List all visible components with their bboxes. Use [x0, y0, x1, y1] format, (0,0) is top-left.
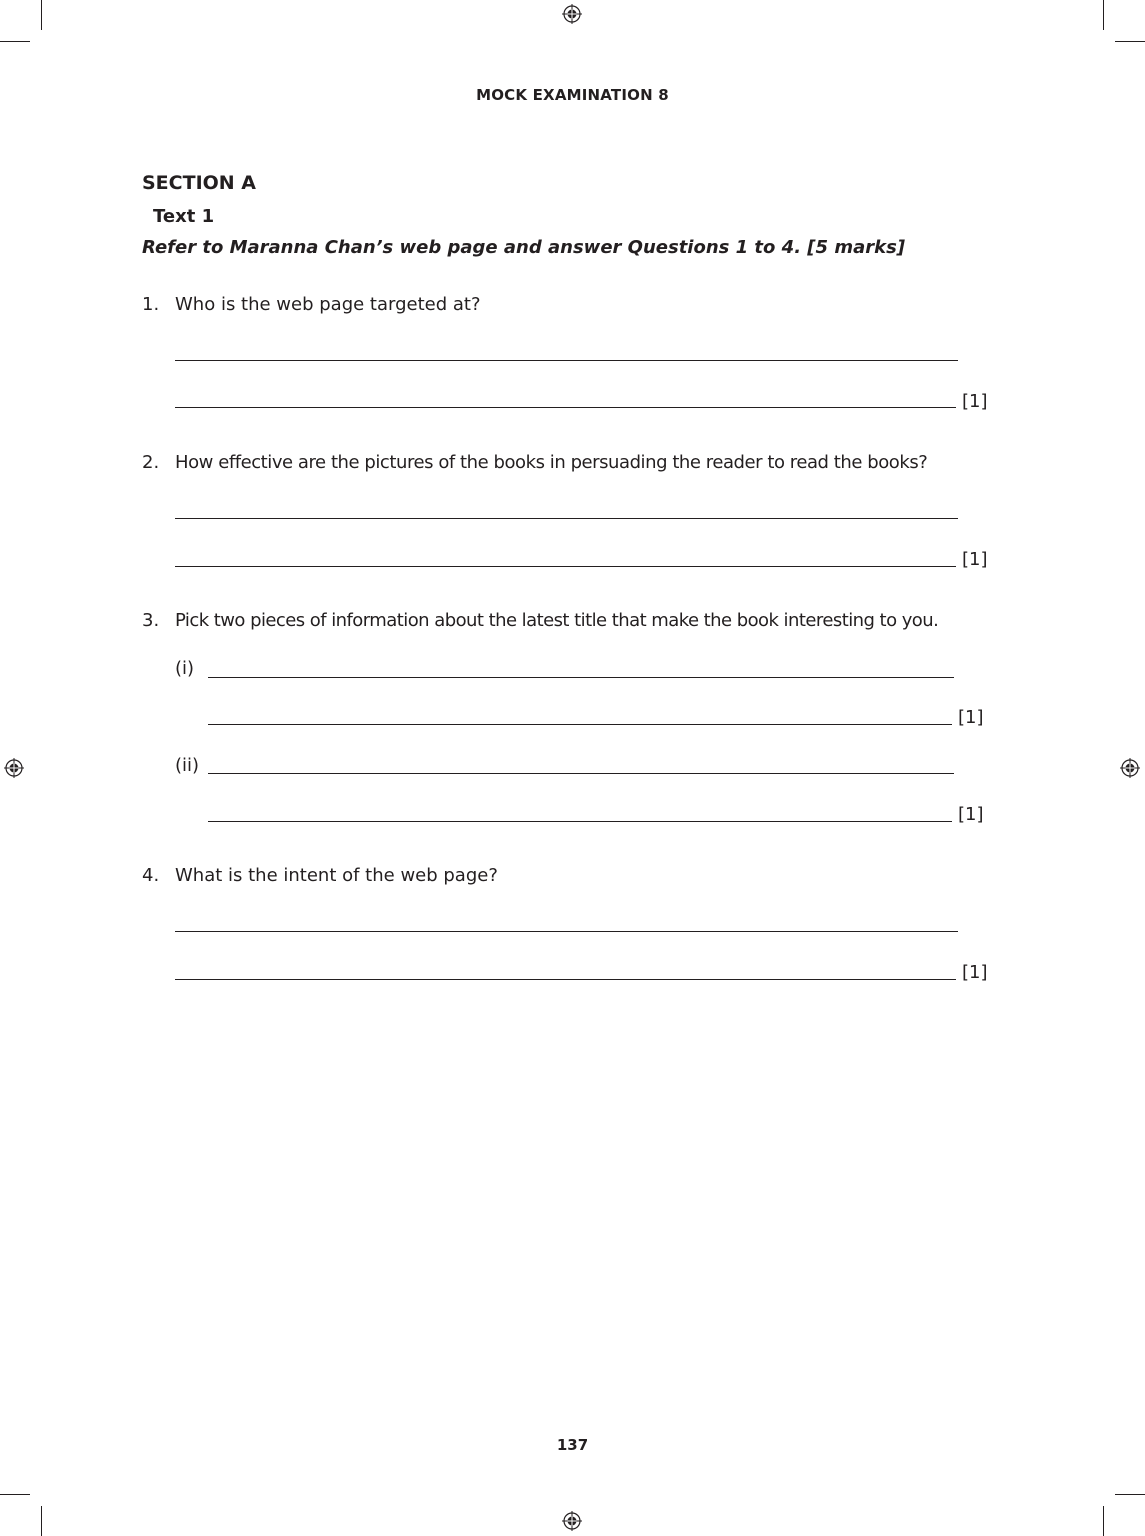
question-number: 3.: [142, 610, 160, 631]
registration-mark-icon: [1120, 758, 1140, 778]
page-header: MOCK EXAMINATION 8: [476, 86, 669, 104]
answer-line[interactable]: [175, 518, 958, 519]
question-text: Pick two pieces of information about the latest title that make the book interesting to you.: [175, 610, 939, 631]
question-number: 2.: [142, 452, 160, 473]
answer-line[interactable]: [208, 773, 954, 774]
mark-label: [1]: [958, 707, 984, 728]
mark-label: [1]: [962, 962, 988, 983]
answer-line[interactable]: [175, 566, 956, 567]
mark-label: [1]: [962, 391, 988, 412]
answer-line[interactable]: [175, 407, 956, 408]
answer-line[interactable]: [175, 360, 958, 361]
answer-line[interactable]: [208, 724, 952, 725]
crop-mark: [0, 41, 30, 42]
question-text: How effective are the pictures of the books in persuading the reader to read the books?: [175, 452, 928, 473]
part-label: (i): [175, 658, 195, 679]
answer-line[interactable]: [175, 979, 956, 980]
question-number: 4.: [142, 865, 160, 886]
crop-mark: [1115, 1494, 1145, 1495]
text-label: Text 1: [153, 206, 215, 227]
question-number: 1.: [142, 294, 160, 315]
instruction: Refer to Maranna Chan’s web page and answer Questions 1 to 4. [5 marks]: [142, 237, 906, 258]
mark-label: [1]: [962, 549, 988, 570]
page-number: 137: [556, 1436, 589, 1454]
crop-mark: [41, 0, 42, 30]
answer-line[interactable]: [208, 821, 952, 822]
question-4: [142, 865, 498, 886]
crop-mark: [1103, 0, 1104, 30]
registration-mark-icon: [562, 4, 582, 24]
question-1: [142, 294, 481, 315]
crop-mark: [41, 1506, 42, 1536]
answer-line[interactable]: [175, 931, 958, 932]
registration-mark-icon: [562, 1511, 582, 1531]
crop-mark: [0, 1494, 30, 1495]
mark-label: [1]: [958, 804, 984, 825]
answer-line[interactable]: [208, 677, 954, 678]
registration-mark-icon: [4, 758, 24, 778]
question-2: [142, 452, 927, 473]
part-label: (ii): [175, 755, 200, 776]
question-text: What is the intent of the web page?: [175, 865, 498, 886]
question-text: Who is the web page targeted at?: [175, 294, 481, 315]
question-3: [142, 610, 938, 631]
crop-mark: [1115, 41, 1145, 42]
section-title: SECTION A: [142, 172, 257, 194]
crop-mark: [1103, 1506, 1104, 1536]
